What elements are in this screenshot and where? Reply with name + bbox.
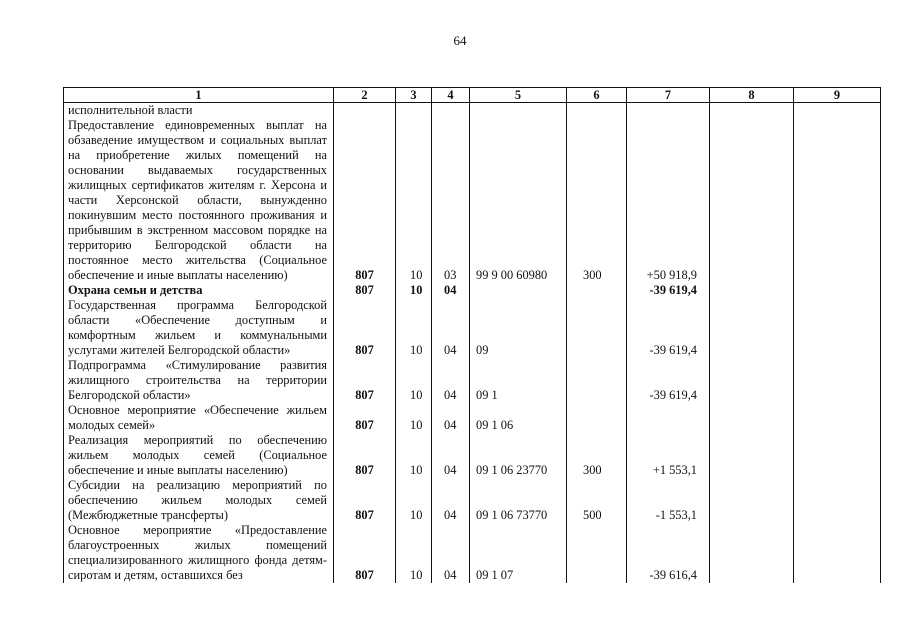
- code-subsection: 04: [432, 283, 470, 298]
- code-target-article: 09 1 06 73770: [470, 478, 567, 523]
- empty-cell: [710, 403, 794, 433]
- code-expense-type: 500: [567, 478, 627, 523]
- row-description: Государственная программа Белгородской области «Обеспечение доступным и комфортным жильем и коммунальными услугами жителей Белгородской области»: [64, 298, 334, 358]
- code-expense-type: [567, 403, 627, 433]
- code-section: [396, 103, 432, 119]
- row-description: Охрана семьи и детства: [64, 283, 334, 298]
- code-expense-type: [567, 358, 627, 403]
- row-description: Предоставление единовременных выплат на обзаведение имуществом и социальных выплат на приобретение жилых помещений на основании выдаваемых государственных жилищных сертификатов жителям г. Херсона и части Херсонской области, вынужденно покинувшим место постоянного проживания и прибывшим в экстренном массовом порядке на территорию Белгородской области на постоянное место жительства (Социальное обеспечение и иные выплаты населению): [64, 118, 334, 283]
- empty-cell: [794, 478, 881, 523]
- empty-cell: [794, 118, 881, 283]
- code-expense-type: 300: [567, 433, 627, 478]
- amount-change: -39 619,4: [627, 358, 710, 403]
- amount-change: -39 619,4: [627, 283, 710, 298]
- code-target-article: 99 9 00 60980: [470, 118, 567, 283]
- empty-cell: [710, 358, 794, 403]
- table-row: [64, 523, 881, 583]
- code-subsection: 04: [432, 478, 470, 523]
- empty-cell: [794, 433, 881, 478]
- code-ministry: 807: [334, 523, 396, 583]
- empty-cell: [794, 523, 881, 583]
- column-header: 7: [627, 88, 710, 103]
- empty-cell: [794, 103, 881, 119]
- code-target-article: 09 1: [470, 358, 567, 403]
- code-section: 10: [396, 478, 432, 523]
- code-ministry: 807: [334, 358, 396, 403]
- empty-cell: [794, 298, 881, 358]
- row-description: Основное мероприятие «Обеспечение жильем молодых семей»: [64, 403, 334, 433]
- code-subsection: 04: [432, 358, 470, 403]
- code-expense-type: [567, 298, 627, 358]
- empty-cell: [710, 283, 794, 298]
- code-ministry: 807: [334, 478, 396, 523]
- code-section: 10: [396, 523, 432, 583]
- empty-cell: [710, 523, 794, 583]
- row-description: Субсидии на реализацию мероприятий по обеспечению жильем молодых семей (Межбюджетные трансферты): [64, 478, 334, 523]
- code-section: 10: [396, 403, 432, 433]
- code-subsection: 03: [432, 118, 470, 283]
- code-section: 10: [396, 283, 432, 298]
- empty-cell: [710, 433, 794, 478]
- code-target-article: 09 1 06 23770: [470, 433, 567, 478]
- table-row: [64, 358, 881, 403]
- amount-change: [627, 103, 710, 119]
- code-expense-type: [567, 103, 627, 119]
- table-body: [64, 103, 881, 584]
- column-header: 1: [64, 88, 334, 103]
- code-ministry: [334, 103, 396, 119]
- empty-cell: [710, 478, 794, 523]
- code-ministry: 807: [334, 298, 396, 358]
- amount-change: +50 918,9: [627, 118, 710, 283]
- table-row: [64, 283, 881, 298]
- code-subsection: 04: [432, 523, 470, 583]
- code-subsection: 04: [432, 298, 470, 358]
- column-header: 3: [396, 88, 432, 103]
- empty-cell: [710, 103, 794, 119]
- row-description: Подпрограмма «Стимулирование развития жилищного строительства на территории Белгородской области»: [64, 358, 334, 403]
- code-expense-type: [567, 523, 627, 583]
- code-subsection: 04: [432, 433, 470, 478]
- column-header: 6: [567, 88, 627, 103]
- row-description: Реализация мероприятий по обеспечению жильем молодых семей (Социальное обеспечение и иные выплаты населению): [64, 433, 334, 478]
- code-target-article: [470, 103, 567, 119]
- table-row: [64, 433, 881, 478]
- amount-change: -1 553,1: [627, 478, 710, 523]
- code-subsection: 04: [432, 403, 470, 433]
- amount-change: [627, 403, 710, 433]
- column-header: 5: [470, 88, 567, 103]
- table-row: [64, 403, 881, 433]
- code-section: 10: [396, 358, 432, 403]
- budget-table: [63, 87, 881, 583]
- amount-change: -39 619,4: [627, 298, 710, 358]
- code-target-article: 09 1 07: [470, 523, 567, 583]
- amount-change: -39 616,4: [627, 523, 710, 583]
- code-section: 10: [396, 298, 432, 358]
- column-header: 4: [432, 88, 470, 103]
- table-row: [64, 118, 881, 283]
- table-row: [64, 478, 881, 523]
- column-header: 8: [710, 88, 794, 103]
- row-description: Основное мероприятие «Предоставление благоустроенных жилых помещений специализированного жилищного фонда детям-сиротам и детям, оставшихся без: [64, 523, 334, 583]
- code-ministry: 807: [334, 283, 396, 298]
- empty-cell: [794, 403, 881, 433]
- amount-change: +1 553,1: [627, 433, 710, 478]
- code-expense-type: [567, 283, 627, 298]
- code-expense-type: 300: [567, 118, 627, 283]
- column-header: 2: [334, 88, 396, 103]
- code-ministry: 807: [334, 118, 396, 283]
- code-ministry: 807: [334, 433, 396, 478]
- empty-cell: [710, 118, 794, 283]
- header-row: [64, 88, 881, 103]
- code-section: 10: [396, 433, 432, 478]
- empty-cell: [710, 298, 794, 358]
- code-target-article: 09: [470, 298, 567, 358]
- code-section: 10: [396, 118, 432, 283]
- code-target-article: 09 1 06: [470, 403, 567, 433]
- page-number: 64: [453, 33, 467, 48]
- code-target-article: [470, 283, 567, 298]
- empty-cell: [794, 358, 881, 403]
- code-ministry: 807: [334, 403, 396, 433]
- table-row: [64, 103, 881, 119]
- empty-cell: [794, 283, 881, 298]
- row-description: исполнительной власти: [64, 103, 334, 119]
- table-row: [64, 298, 881, 358]
- column-header: 9: [794, 88, 881, 103]
- code-subsection: [432, 103, 470, 119]
